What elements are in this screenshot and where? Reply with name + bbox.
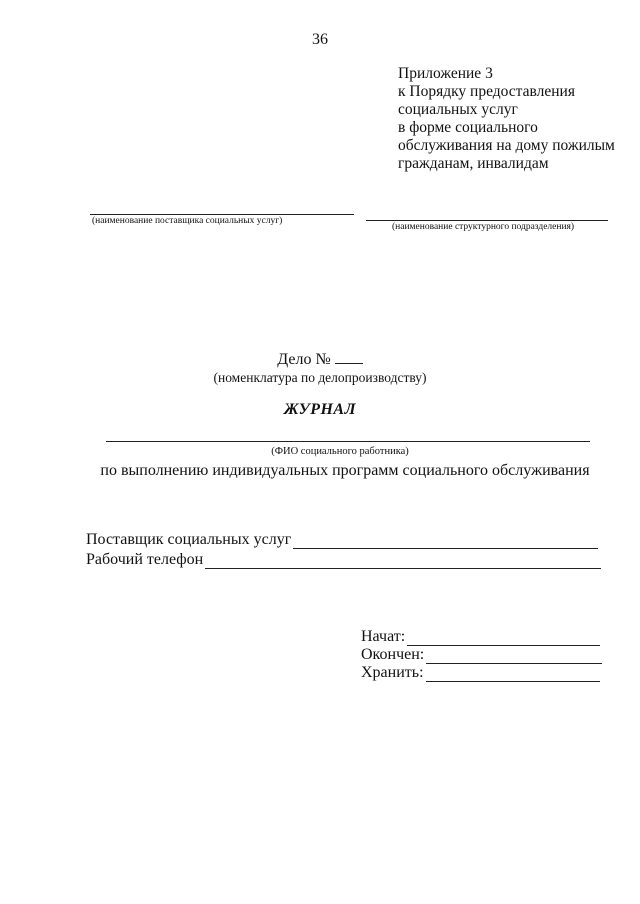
- appendix-line: к Порядку предоставления: [398, 83, 575, 100]
- provider-field-label: Поставщик социальных услуг: [86, 531, 292, 548]
- provider-name-line: [90, 214, 354, 215]
- case-number-blank: [335, 351, 363, 364]
- provider-field: [86, 531, 598, 549]
- started-date-field: [361, 628, 600, 646]
- started-date-line: [407, 631, 600, 646]
- page-number: 36: [312, 31, 328, 48]
- appendix-line: Приложение 3: [398, 65, 493, 82]
- finished-date-label: Окончен:: [361, 646, 425, 663]
- journal-purpose: по выполнению индивидуальных программ социального обслуживания: [100, 462, 590, 479]
- finished-date-field: [361, 646, 602, 664]
- provider-field-line: [293, 534, 598, 549]
- case-number-label: Дело №: [277, 351, 331, 368]
- worker-name-caption: (ФИО социального работника): [271, 446, 409, 457]
- started-date-label: Начат:: [361, 628, 406, 645]
- phone-field-line: [205, 554, 601, 569]
- journal-title: ЖУРНАЛ: [283, 401, 357, 418]
- case-number: [0, 351, 640, 369]
- finished-date-line: [426, 649, 602, 664]
- keep-line: [426, 667, 600, 682]
- nomenclature-note: (номенклатура по делопроизводству): [213, 370, 427, 385]
- phone-field-label: Рабочий телефон: [86, 551, 204, 568]
- appendix-line: в форме социального: [398, 119, 538, 136]
- department-name-line: [366, 220, 608, 221]
- phone-field: [86, 551, 601, 569]
- provider-name-caption: (наименование поставщика социальных услуг): [92, 216, 283, 226]
- keep-field: [361, 664, 600, 682]
- appendix-line: обслуживания на дому пожилым: [398, 137, 615, 154]
- appendix-block: [398, 65, 615, 173]
- worker-name-line: [106, 441, 590, 442]
- appendix-line: гражданам, инвалидам: [398, 155, 549, 172]
- department-name-caption: (наименование структурного подразделения): [392, 222, 575, 232]
- keep-label: Хранить:: [361, 664, 424, 681]
- appendix-line: социальных услуг: [398, 101, 518, 118]
